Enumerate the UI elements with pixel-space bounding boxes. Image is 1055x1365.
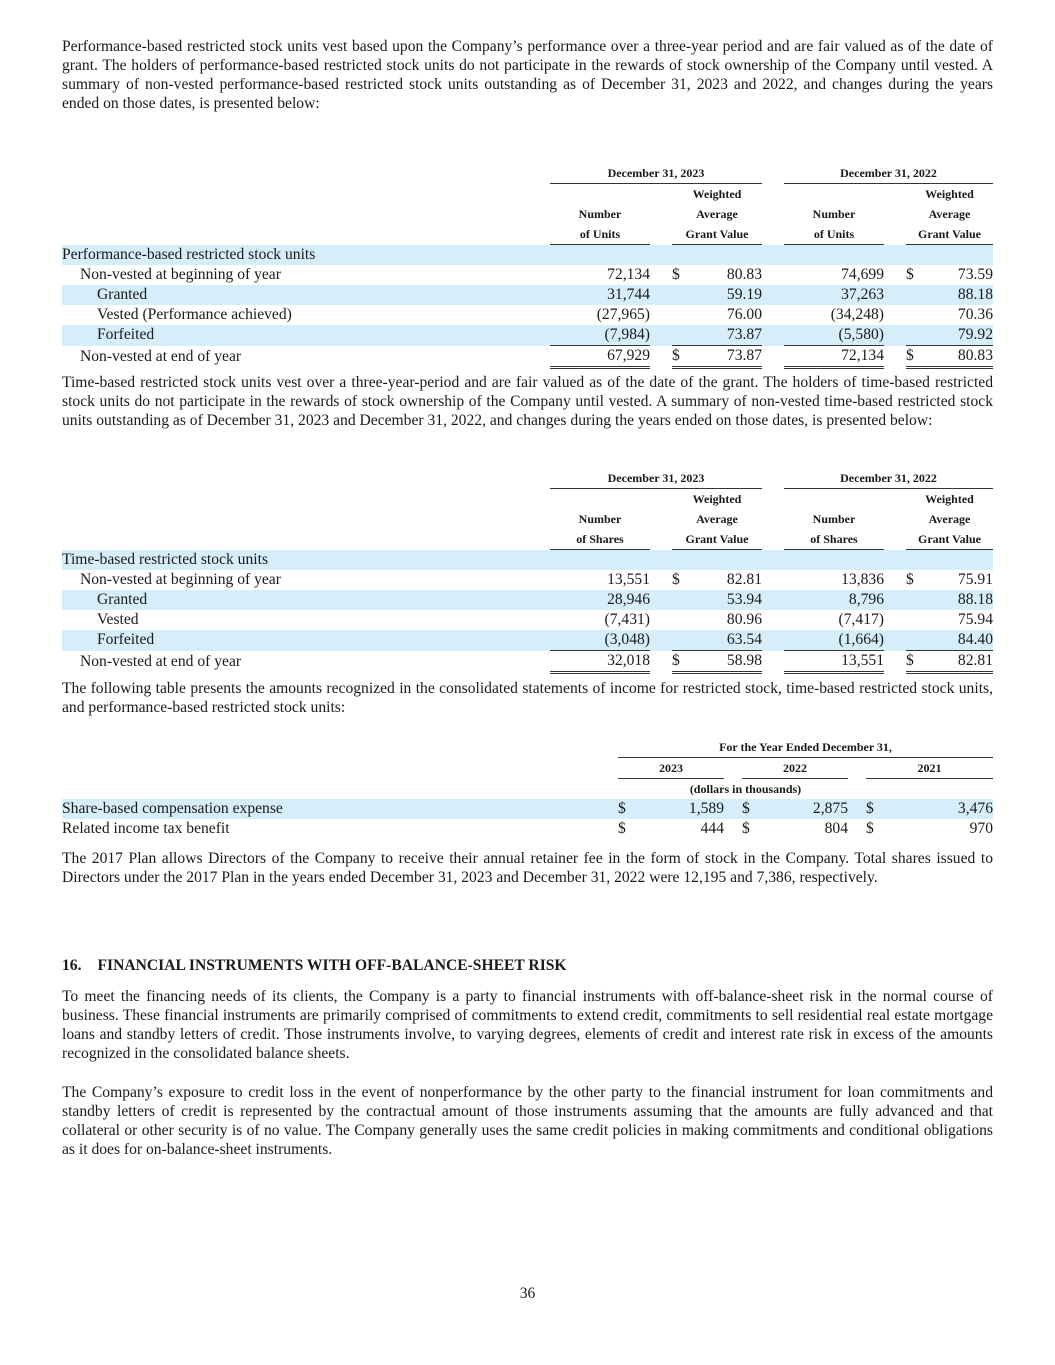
comp-intro-paragraph: The following table presents the amounts recognized in the consolidated statements of income for restricted stock, time-based restricted stock units, and performance-based restricted stock units: (62, 680, 993, 716)
section-number: 16. (62, 957, 82, 974)
table-row: Non-vested at end of year 67,929 $ 73.87 72,134 $ 80.83 (62, 346, 993, 368)
year-header: 2022 (742, 758, 848, 779)
unit-note: (dollars in thousands) (689, 782, 802, 796)
time-rsu-table (62, 468, 993, 674)
table-row: Vested (7,431) 80.96 (7,417) 75.94 (97, 611, 993, 628)
table-row: Vested (Performance achieved) (27,965) 76.00 (34,248) 70.36 (97, 306, 993, 323)
period-header: December 31, 2022 (784, 163, 993, 184)
share-comp-table (62, 737, 993, 839)
super-header: For the Year Ended December 31, (618, 737, 993, 758)
table-row: Non-vested at beginning of year 72,134 $ 80.83 74,699 $ 73.59 (80, 266, 993, 283)
section-label: Time-based restricted stock units (62, 550, 993, 571)
period-header: December 31, 2023 (550, 468, 762, 489)
table-row: Forfeited (7,984) 73.87 (5,580) 79.92 (62, 325, 993, 346)
period-header: December 31, 2023 (550, 163, 762, 184)
table-row: Non-vested at end of year 32,018 $ 58.98 13,551 $ 82.81 (62, 651, 993, 673)
col-header-weighted-average: Weighted Average Grant Value (906, 184, 993, 245)
perf-rsu-table (62, 163, 993, 369)
col-header-number: Number of Units (784, 184, 884, 245)
section-label: Performance-based restricted stock units (62, 245, 993, 266)
table-section-row (62, 245, 993, 266)
section-heading (62, 957, 993, 975)
year-header: 2021 (866, 758, 993, 779)
section16-paragraph-2: The Company’s exposure to credit loss in the event of nonperformance by the other party to the financial instrument for loan commitments and standby letters of credit is represented by the contractual amount of those instruments assuming that the amounts are fully advanced and that collateral or other security is of no value. The Company generally uses the same credit policies in making commitments and conditional obligations as it does for on-balance-sheet instruments. (62, 1084, 993, 1158)
table-row: Granted 28,946 53.94 8,796 88.18 (62, 590, 993, 610)
table-row: Related income tax benefit $ 444 $ 804 $ 970 (62, 820, 993, 837)
directors-paragraph: The 2017 Plan allows Directors of the Company to receive their annual retainer fee in the form of stock in the Company. Total shares issued to Directors under the 2017 Plan in the years ended December 31, 2023 and December 31, 2022 were 12,195 and 7,386, respectively. (62, 850, 993, 886)
period-header: December 31, 2022 (784, 468, 993, 489)
page-number: 36 (519, 1285, 536, 1302)
col-header-number: Number of Shares (784, 489, 884, 550)
section-title: FINANCIAL INSTRUMENTS WITH OFF-BALANCE-SHEET RISK (97, 957, 567, 974)
col-header-weighted-average: Weighted Average Grant Value (672, 184, 762, 245)
table-row: Granted 31,744 59.19 37,263 88.18 (62, 285, 993, 305)
section16-paragraph-1: To meet the financing needs of its clients, the Company is a party to financial instruments with off-balance-sheet risk in the normal course of business. These financial instruments are primarily comprised of commitments to extend credit, commitments to sell residential real estate mortgage loans and standby letters of credit. Those instruments involve, to varying degrees, elements of credit and interest rate risk in excess of the amounts recognized in the consolidated balance sheets. (62, 988, 993, 1062)
col-header-number: Number of Shares (550, 489, 650, 550)
col-header-weighted-average: Weighted Average Grant Value (906, 489, 993, 550)
table-row: Non-vested at beginning of year 13,551 $ 82.81 13,836 $ 75.91 (80, 571, 993, 588)
table-row: Share-based compensation expense $ 1,589 $ 2,875 $ 3,476 (62, 800, 993, 817)
year-header: 2023 (618, 758, 724, 779)
col-header-weighted-average: Weighted Average Grant Value (672, 489, 762, 550)
table-row: Forfeited (3,048) 63.54 (1,664) 84.40 (62, 630, 993, 651)
perf-intro-paragraph: Performance-based restricted stock units vest based upon the Company’s performance over a three-year period and are fair valued as of the date of grant. The holders of performance-based restricted stock units do not participate in the rewards of stock ownership of the Company until vested. A summary of non-vested performance-based restricted stock units outstanding as of December 31, 2023 and 2022, and changes during the years ended on those dates, is presented below: (62, 38, 993, 112)
table-section-row (62, 550, 993, 571)
col-header-number: Number of Units (550, 184, 650, 245)
time-intro-paragraph: Time-based restricted stock units vest over a three-year-period and are fair valued as of the date of the grant. The holders of time-based restricted stock units do not participate in the rewards of stock ownership of the Company until vested. A summary of non-vested time-based restricted stock units outstanding as of December 31, 2023 and December 31, 2022, and changes during the years ended on those dates, is presented below: (62, 374, 993, 429)
